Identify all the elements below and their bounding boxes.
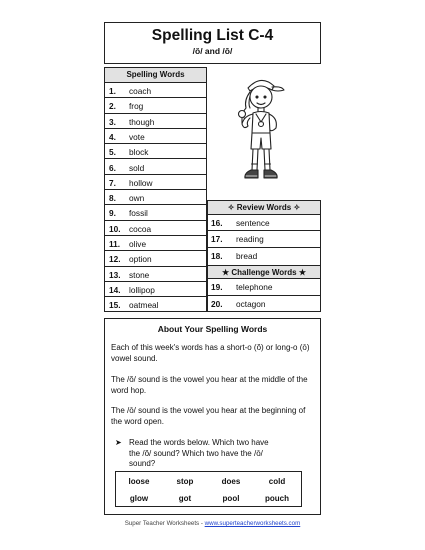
word-number: 13. (109, 269, 121, 280)
spelling-word-row (105, 98, 206, 113)
spelling-word-row (105, 297, 206, 312)
title-box (104, 22, 321, 64)
review-word-row (208, 215, 320, 231)
spelling-word: sentence (236, 218, 270, 228)
word-number: 20. (211, 298, 223, 309)
spelling-word: frog (129, 101, 144, 112)
spelling-word: own (129, 193, 145, 204)
spelling-words-header: Spelling Words (105, 68, 206, 83)
spelling-word: oatmeal (129, 300, 159, 311)
sort-word: stop (176, 477, 194, 486)
review-words-list (208, 215, 320, 264)
about-question: Read the words below. Which two have the /ŏ/ sound? Which two have the /ō/ sound? (129, 438, 269, 468)
word-number: 4. (109, 131, 116, 142)
sort-word: got (178, 494, 192, 503)
spelling-word: olive (129, 239, 147, 249)
spelling-word: octagon (236, 298, 266, 309)
word-number: 8. (109, 193, 116, 204)
spelling-word: hollow (129, 177, 153, 188)
word-number: 7. (109, 177, 116, 188)
sort-word: does (221, 477, 241, 486)
page-title: Spelling List C-4 (151, 27, 274, 44)
spelling-word: though (129, 116, 155, 127)
footer-text: Super Teacher Worksheets - (124, 520, 205, 527)
word-number: 5. (109, 147, 116, 158)
about-paragraph-2: The /ŏ/ sound is the vowel you hear at the middle of the word hop. (111, 375, 308, 395)
challenge-words-header: ★ Challenge Words ★ (208, 265, 320, 279)
review-word-row (208, 248, 320, 264)
spelling-word-row (105, 190, 206, 205)
spelling-word-row (105, 175, 206, 190)
spelling-word: stone (129, 269, 150, 280)
spelling-word-row (105, 83, 206, 98)
spelling-word: block (129, 147, 149, 158)
word-number: 9. (109, 208, 116, 219)
about-box (104, 318, 321, 515)
spelling-word-row (105, 267, 206, 282)
sort-word: pool (222, 494, 240, 503)
about-paragraph-1: Each of this week's words has a short-o (ŏ) or long-o (ō) vowel sound. (111, 343, 310, 363)
spelling-word: vote (129, 131, 145, 142)
challenge-words-list (208, 279, 320, 311)
sort-word: glow (129, 494, 149, 503)
bullet-arrow-icon: ➤ (115, 438, 122, 447)
spelling-word-row (105, 129, 206, 144)
spelling-word-row (105, 236, 206, 251)
review-words-header: ✧ Review Words ✧ (208, 201, 320, 215)
review-word-row (208, 231, 320, 247)
page-subtitle: /ŏ/ and /ō/ (192, 46, 233, 56)
spelling-word: option (129, 254, 152, 265)
spelling-word-row (105, 282, 206, 297)
spelling-word-row (105, 144, 206, 159)
word-number: 11. (109, 239, 121, 249)
sort-word: loose (128, 477, 150, 486)
spelling-word: reading (236, 234, 264, 245)
sort-word: cold (268, 477, 286, 486)
girl-illustration (226, 70, 296, 195)
footer (0, 520, 425, 527)
word-number: 18. (211, 250, 223, 261)
sort-words-table (115, 471, 302, 507)
word-number: 2. (109, 101, 116, 112)
word-number: 3. (109, 116, 116, 127)
word-number: 14. (109, 284, 121, 295)
about-paragraph-3: The /ō/ sound is the vowel you hear at the beginning of the word open. (111, 406, 306, 426)
spelling-word: sold (129, 162, 145, 173)
spelling-word: bread (236, 250, 258, 261)
spelling-word: coach (129, 86, 152, 96)
spelling-word-row (105, 251, 206, 266)
word-number: 6. (109, 162, 116, 173)
about-header: About Your Spelling Words (157, 324, 268, 334)
spelling-word-row (105, 160, 206, 175)
word-number: 17. (211, 234, 223, 245)
spelling-words-box (104, 67, 207, 312)
spelling-word: telephone (236, 282, 273, 292)
word-number: 12. (109, 254, 121, 265)
spelling-word-row (105, 221, 206, 236)
challenge-word-row (208, 279, 320, 296)
word-number: 10. (109, 223, 121, 234)
spelling-word-row (105, 114, 206, 129)
sort-word: pouch (265, 494, 289, 503)
challenge-word-row (208, 296, 320, 313)
review-challenge-box (207, 200, 321, 312)
footer-link[interactable]: www.superteacherworksheets.com (204, 520, 301, 527)
spelling-word: cocoa (129, 223, 152, 234)
word-number: 19. (211, 282, 223, 292)
spelling-word-row (105, 205, 206, 220)
spelling-words-list (105, 83, 206, 311)
word-number: 1. (109, 86, 116, 96)
word-number: 16. (211, 218, 223, 228)
spelling-word: lollipop (129, 284, 155, 295)
spelling-word: fossil (129, 208, 148, 219)
word-number: 15. (109, 300, 121, 311)
